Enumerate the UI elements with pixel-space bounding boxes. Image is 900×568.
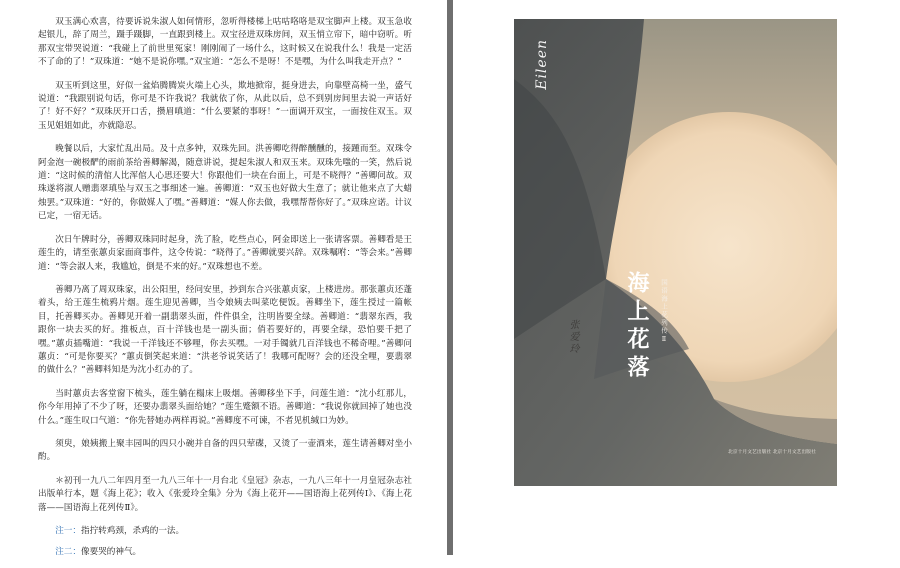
cover-title: 海上花落 <box>624 271 650 383</box>
paragraph-7: 须臾，娘姨搬上聚丰园叫的四只小碗并自备的四只荤碟，又烫了一壶酒来，莲生请善卿对坐小酌。 <box>38 438 412 463</box>
cover-publisher: 北京十月文艺出版社 北京十月文艺出版社 <box>728 450 816 455</box>
footnote-1 <box>38 525 412 538</box>
cover-author-signature: 张爱玲 <box>567 319 578 355</box>
left-page <box>0 0 447 558</box>
right-page <box>453 0 900 555</box>
cover-art <box>514 19 837 486</box>
paragraph-2: 双玉听到这里，好似一盆焰腾腾炭火端上心头，欺地掀帘，挺身进去，向靠壁高椅一坐，盛气说道：“我跟别说句话，你可是不许我说？我就依了你，从此以后，总不到别房间里去说一声话好了！好不好？”双珠厌开口舌，攒眉嗔道：“什么要紧的事呀！”一面调开双宝，一面按住双玉。双玉见姐姐如此，亦就隐忍。 <box>38 80 412 131</box>
footnote-2-text: 像要哭的神气。 <box>80 547 142 558</box>
paragraph-5: 善卿乃离了周双珠家，出公阳里，经问安里，抄到东合兴张蕙贞家，上楼进房。那张蕙贞还蓬着头，给王莲生梳鸦片烟。莲生迎见善卿，当令娘姨去叫菜吃便饭。善卿坐下，莲生授过一篇帐目，托善卿买办。善卿见开着一副翡翠头面，件件俱全，注明皆要全绿。善卿道：“翡翠东西，我跟你一块去买的好。推板点，百十洋钱也是一副头面；俏若要好的，再要全绿，恐怕要千把了嘿。”蕙贞插嘴道：“我说一千洋钱还不够哩，你去买嘿。一对手镯就几百洋钱也不稀奇哩。”善卿问蕙贞：“可是你要买？”蕙贞倒笑起来道：“洪老爷说笑话了！我哪可配呀？会的还没全哩，要翡翠的做什么？”善卿料知是为沈小红办的了。 <box>38 284 412 376</box>
footnote-2-label[interactable]: 注二： <box>55 547 81 558</box>
book-cover <box>514 19 837 486</box>
text-column <box>38 16 412 568</box>
publication-note: ＊初刊一九八二年四月至一九八三年十一月台北《皇冠》杂志，一九八三年十一月皇冠杂志社出版单行本，题《海上花》；收入《张爱玲全集》分为《海上花开——国语海上花列传Ⅰ》、《海上花落——国语海上花列传Ⅱ》。 <box>38 475 412 513</box>
paragraph-4: 次日午牌时分，善卿双珠同时起身，洗了脸，吃些点心，阿金即送上一张请客票。善卿看是王莲生的，请至张蕙贞家面商事件，这令传说：“晓得了。”善卿就要兴辞。双珠嘱咐：“等会来。”善卿道：“等会淑人来，我尴尬，倒是不来的好。”双珠想也不差。 <box>38 234 412 272</box>
cover-subtitle: 国语海上花列传Ⅱ <box>660 279 668 345</box>
paragraph-3: 晚餐以后，大家忙乱出局。及十点多钟，双珠先回。洪善卿吃得醉醺醺的，接踵而至。双珠令阿金泡一碗极酽的雨前茶给善卿解渴，随意讲说，提起朱淑人和双玉来。双珠先嗤的一笑，然后说道：“这时候的清倌人比浑倌人心思还要大！你跟他们一块在台面上，可是不晓得？”善卿问故。双珠遂将淑人赠翡翠瑱坠与双玉之事细述一遍。善卿道：“双玉也好做大生意了；就让他来点了大蜡烛罢。”双珠道：“好的，你做媒人了嘿。”善卿道：“媒人你去做，我嘿帮帮你好了。”双珠应诺。计议已定，一宿无话。 <box>38 144 412 222</box>
paragraph-6: 当时蕙贞去客堂窗下梳头，莲生躺在榻床上吸烟。善卿移坐下手，问莲生道：“沈小红那儿，你今年用掉了不少了呀，还要办翡翠头面给她？”莲生蹙额不语。善卿道：“我说你就回掉了她也没什么。”莲生叹口气道：“你先替她办两样再说。”善卿度不可谏，不者见机缄口为妙。 <box>38 388 412 426</box>
cover-signature: Eileen <box>534 39 550 90</box>
footnote-1-label[interactable]: 注一： <box>55 526 81 536</box>
footnote-1-text: 指拧转鸡颈，杀鸡的一法。 <box>80 526 185 536</box>
paragraph-1: 双玉满心欢喜，待要诉说朱淑人如何情形，忽听得楼梯上咕咕咯咯是双宝脚声上楼。双玉急收起银儿，辞了周兰，蹑手蹑脚，一直跟到楼上。双宝径进双珠房间，双玉悄立帘下，暗中窃听。听那双宝带哭说道：“我碰上了前世里冤家！刚刚闹了一场什么，这时候又在说我什么！我是一定活不了命的了！”双珠道：“她不是说你嘿。”双宝道：“怎么不是呀！不是嘿，为什么叫我走开点？” <box>38 17 412 68</box>
footnote-2 <box>38 546 412 559</box>
